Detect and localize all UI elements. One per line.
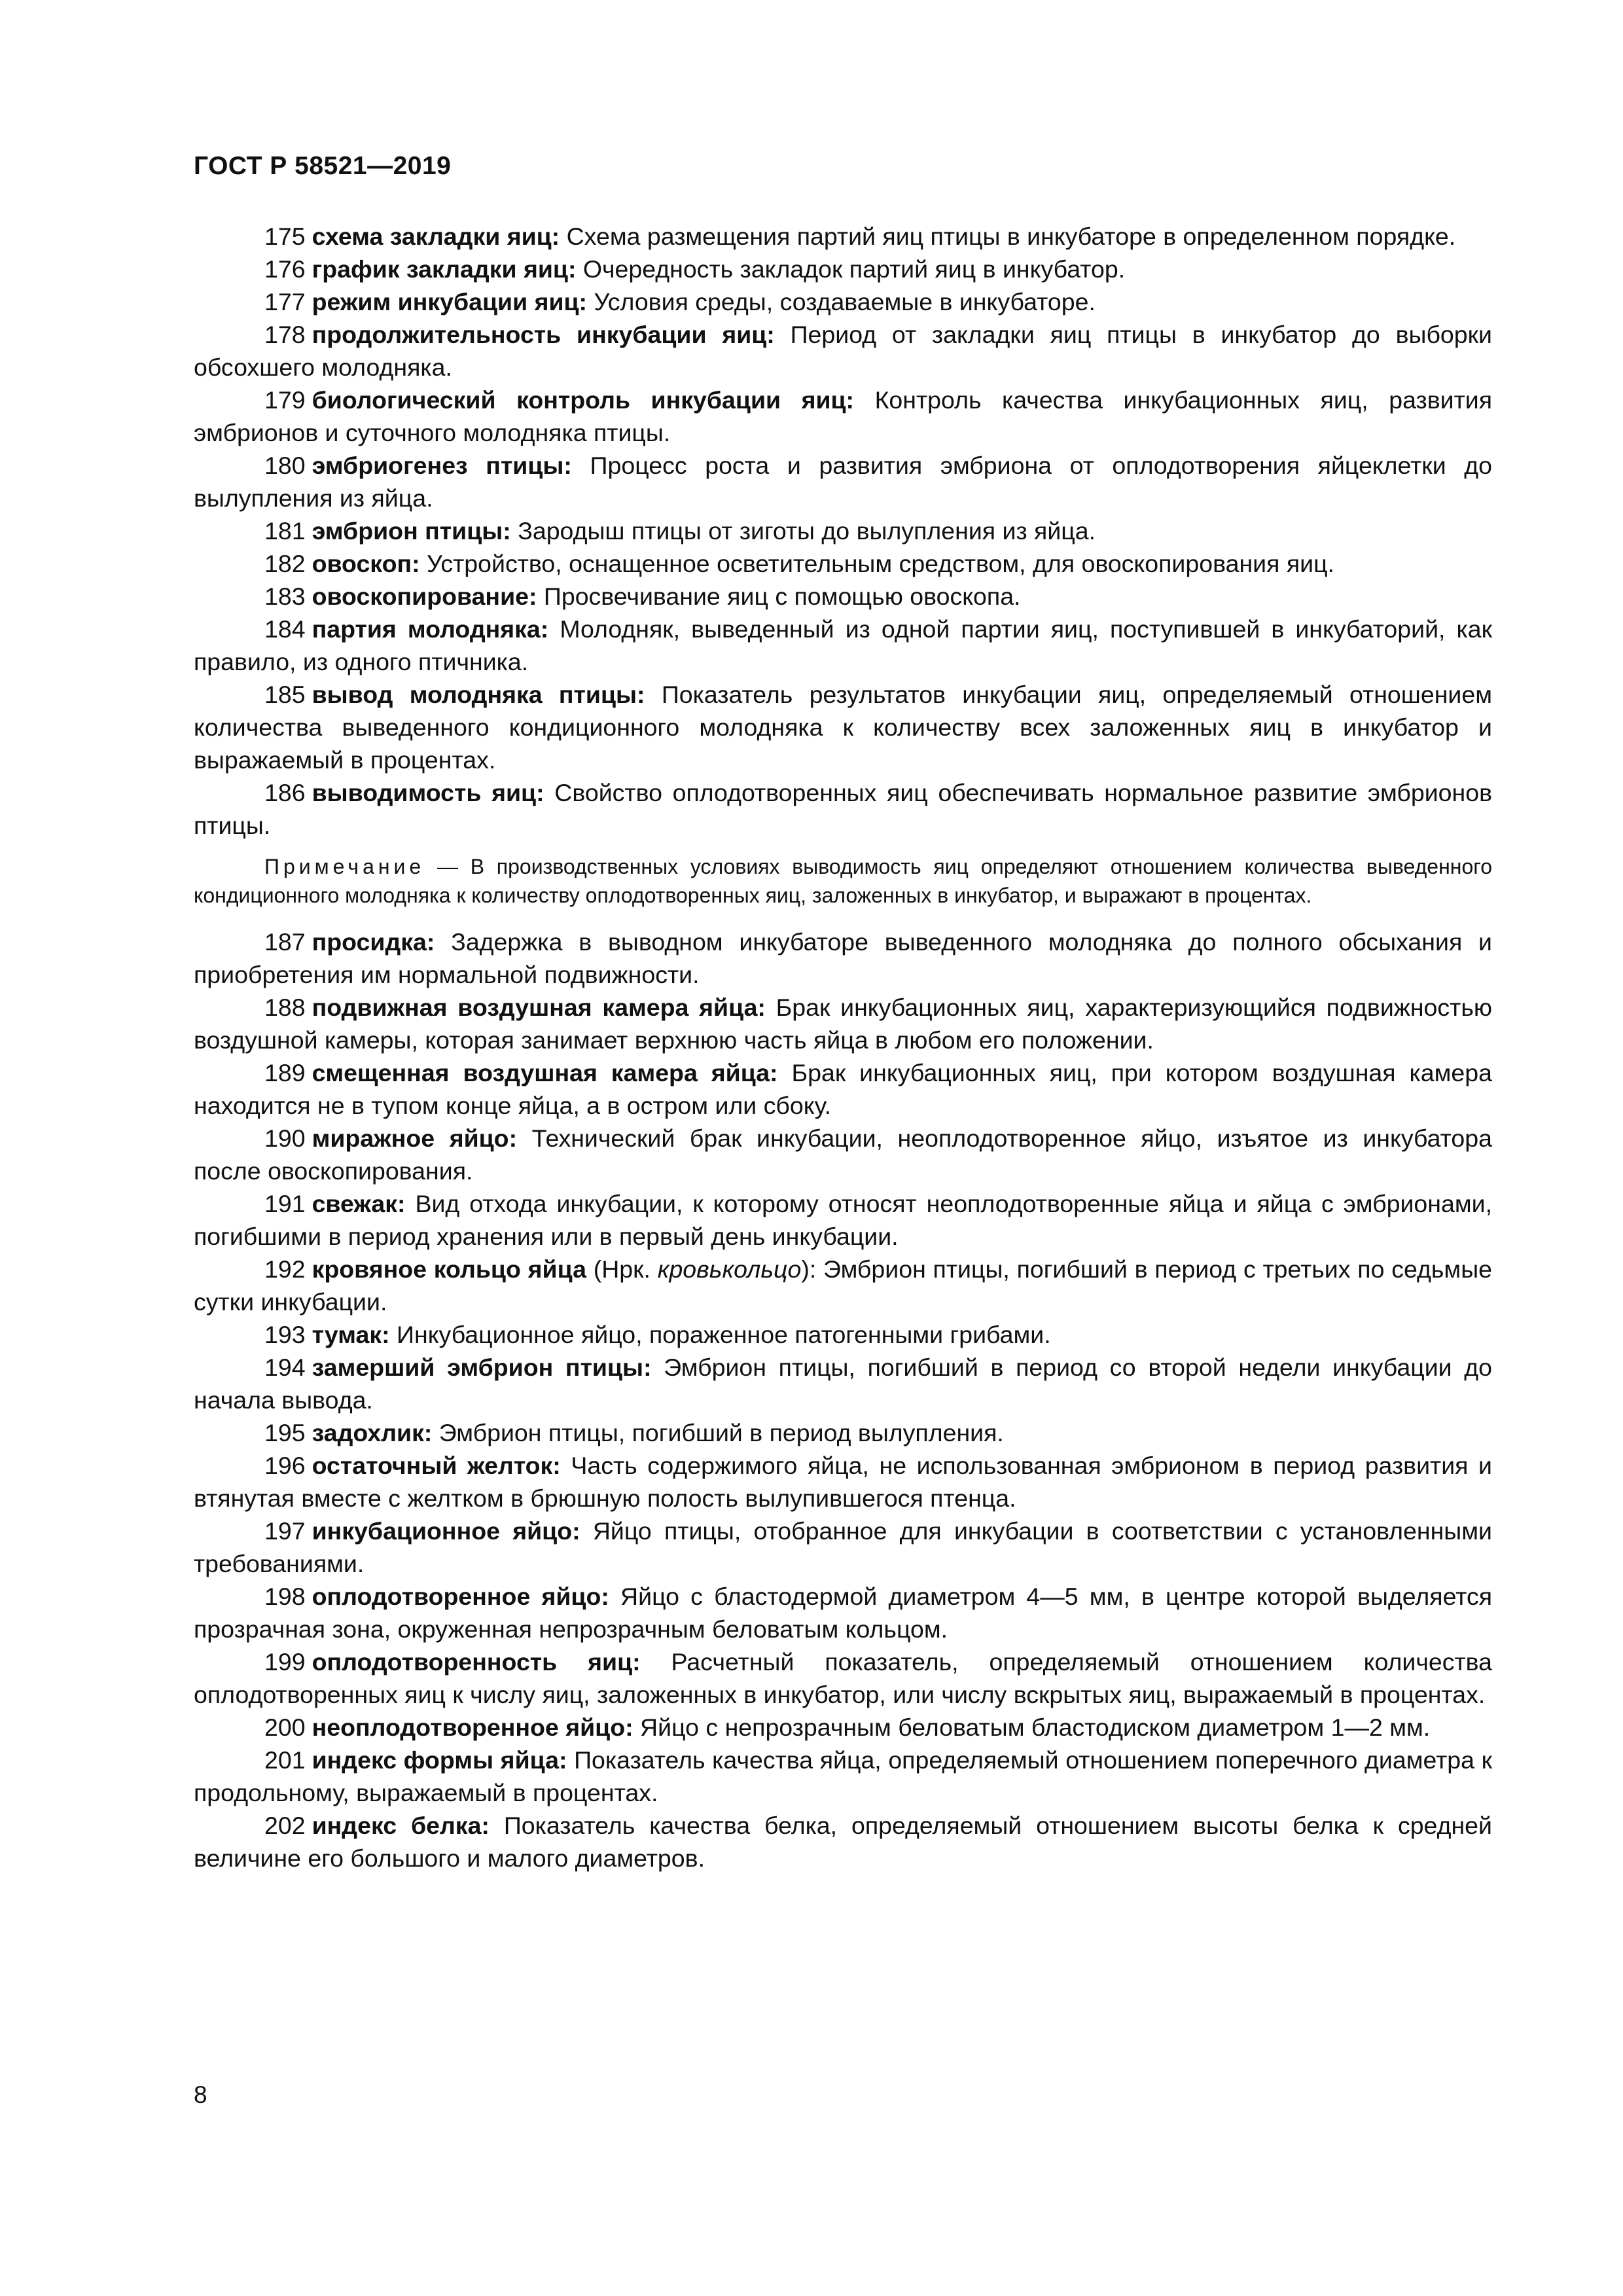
note-text: — В производственных условиях выводимость яиц определяют отношением количества выведенного кондиционного молодняка к количеству оплодотворенных яиц, заложенных в инкубатор, и выражают в процентах. — [194, 855, 1492, 907]
term-number: 191 — [264, 1190, 306, 1217]
term-number: 175 — [264, 223, 306, 250]
term-nonrecommended: кровькольцо — [657, 1255, 802, 1283]
term-number: 182 — [264, 550, 306, 577]
term-number: 201 — [264, 1746, 306, 1774]
note-label: Примечание — [264, 855, 425, 878]
term-definition: Очередность закладок партий яиц в инкубатор. — [576, 255, 1126, 283]
term-name: овоскоп: — [312, 550, 420, 577]
term-name: инкубационное яйцо: — [312, 1517, 580, 1545]
term-entry — [194, 613, 1492, 678]
term-definition: Эмбрион птицы, погибший в период вылупления. — [432, 1419, 1004, 1446]
term-definition: Яйцо с бластодермой диаметром 4—5 мм, в центре которой выделяется прозрачная зона, окруженная непрозрачным беловатым кольцом. — [194, 1583, 1493, 1643]
term-entry — [194, 678, 1492, 776]
term-definition: Показатель качества белка, определяемый отношением высоты белка к средней величине его большого и малого диаметров. — [194, 1812, 1492, 1872]
term-definition: Вид отхода инкубации, к которому относят неоплодотворенные яйца и яйца с эмбрионами, погибшими в период хранения или в первый день инкубации. — [194, 1190, 1492, 1250]
term-number: 181 — [264, 517, 306, 545]
term-definition: Схема размещения партий яиц птицы в инкубаторе в определенном порядке. — [560, 223, 1456, 250]
term-definition: Свойство оплодотворенных яиц обеспечивать нормальное развитие эмбрионов птицы. — [194, 779, 1492, 839]
term-entry — [194, 1253, 1492, 1318]
term-definition: Просвечивание яиц с помощью овоскопа. — [537, 583, 1021, 610]
term-entry — [194, 580, 1492, 613]
term-name: график закладки яиц: — [312, 255, 577, 283]
term-entry — [194, 1318, 1492, 1351]
term-definition: Инкубационное яйцо, пораженное патогенными грибами. — [389, 1321, 1051, 1348]
term-entry — [194, 220, 1492, 253]
term-definition: Показатель результатов инкубации яиц, определяемый отношением количества выведенного кондиционного молодняка к количеству всех заложенных яиц в инкубатор и выражаемый в процентах. — [194, 681, 1493, 774]
term-number: 176 — [264, 255, 306, 283]
term-number: 177 — [264, 288, 306, 315]
term-entry — [194, 384, 1492, 449]
term-entry — [194, 1056, 1492, 1122]
term-name: продолжительность инкубации яиц: — [312, 321, 775, 348]
term-number: 179 — [264, 386, 306, 414]
term-name: кровяное кольцо яйца — [312, 1255, 586, 1283]
term-entry — [194, 1187, 1492, 1253]
term-entry — [194, 1515, 1492, 1580]
term-number: 186 — [264, 779, 306, 806]
term-definition: Яйцо с непрозрачным беловатым бластодиском диаметром 1—2 мм. — [633, 1713, 1431, 1741]
term-name: просидка: — [312, 928, 435, 956]
term-definition: Устройство, оснащенное осветительным средством, для овоскопирования яиц. — [419, 550, 1334, 577]
term-name: подвижная воздушная камера яйца: — [312, 994, 766, 1021]
term-definition: Показатель качества яйца, определяемый отношением поперечного диаметра к продольному, выражаемый в процентах. — [194, 1746, 1492, 1806]
term-name: индекс формы яйца: — [312, 1746, 567, 1774]
term-definition: Условия среды, создаваемые в инкубаторе. — [587, 288, 1096, 315]
term-name: остаточный желток: — [312, 1452, 561, 1479]
term-name: выводимость яиц: — [312, 779, 544, 806]
term-entry — [194, 1449, 1492, 1515]
document-body — [194, 220, 1492, 1874]
term-name: схема закладки яиц: — [312, 223, 560, 250]
term-name: неоплодотворенное яйцо: — [312, 1713, 633, 1741]
term-number: 194 — [264, 1354, 306, 1381]
term-number: 189 — [264, 1059, 306, 1086]
term-number: 183 — [264, 583, 306, 610]
term-name: партия молодняка: — [312, 615, 549, 643]
term-definition: Эмбрион птицы, погибший в период со второй недели инкубации до начала вывода. — [194, 1354, 1492, 1414]
term-definition: Часть содержимого яйца, не использованная эмбрионом в период развития и втянутая вместе с желтком в брюшную полость вылупившегося птенца. — [194, 1452, 1492, 1512]
term-entry — [194, 925, 1492, 991]
term-definition: Процесс роста и развития эмбриона от оплодотворения яйцеклетки до вылупления из яйца. — [194, 452, 1492, 512]
term-definition: Задержка в выводном инкубаторе выведенного молодняка до полного обсыхания и приобретения им нормальной подвижности. — [194, 928, 1492, 988]
term-entry — [194, 1416, 1492, 1449]
term-number: 199 — [264, 1648, 306, 1676]
term-nonrecommended-prefix: (Нрк. — [586, 1255, 658, 1283]
term-definition: Период от закладки яиц птицы в инкубатор до выборки обсохшего молодняка. — [194, 321, 1492, 381]
term-definition: Контроль качества инкубационных яиц, развития эмбрионов и суточного молодняка птицы. — [194, 386, 1492, 446]
term-name: индекс белка: — [312, 1812, 490, 1839]
term-entry — [194, 1645, 1492, 1711]
term-number: 178 — [264, 321, 306, 348]
term-name: задохлик: — [312, 1419, 433, 1446]
term-definition: Брак инкубационных яиц, характеризующийся подвижностью воздушной камеры, которая занимает верхнюю часть яйца в любом его положении. — [194, 994, 1492, 1054]
term-number: 198 — [264, 1583, 306, 1610]
term-entry — [194, 318, 1492, 384]
page-number: 8 — [194, 2081, 207, 2108]
term-number: 196 — [264, 1452, 306, 1479]
term-name: оплодотворенное яйцо: — [312, 1583, 609, 1610]
term-number: 188 — [264, 994, 306, 1021]
term-entry — [194, 1580, 1492, 1645]
term-number: 180 — [264, 452, 306, 479]
term-entry — [194, 1809, 1492, 1874]
term-entry — [194, 253, 1492, 285]
term-number: 195 — [264, 1419, 306, 1446]
term-name: режим инкубации яиц: — [312, 288, 588, 315]
term-number: 197 — [264, 1517, 306, 1545]
term-number: 193 — [264, 1321, 306, 1348]
term-entry — [194, 1711, 1492, 1744]
term-name: замерший эмбрион птицы: — [312, 1354, 652, 1381]
term-definition: Яйцо птицы, отобранное для инкубации в соответствии с установленными требованиями. — [194, 1517, 1492, 1577]
term-name: смещенная воздушная камера яйца: — [312, 1059, 778, 1086]
term-number: 187 — [264, 928, 306, 956]
term-definition: Молодняк, выведенный из одной партии яиц, поступившей в инкубаторий, как правило, из одного птичника. — [194, 615, 1492, 675]
document-header: ГОСТ Р 58521—2019 — [194, 152, 452, 180]
term-name: миражное яйцо: — [312, 1124, 518, 1152]
term-entry — [194, 1351, 1492, 1416]
term-name: биологический контроль инкубации яиц: — [312, 386, 855, 414]
term-name: свежак: — [312, 1190, 406, 1217]
term-entry — [194, 514, 1492, 547]
term-name: эмбрион птицы: — [312, 517, 511, 545]
term-number: 184 — [264, 615, 306, 643]
term-number: 202 — [264, 1812, 306, 1839]
term-entry — [194, 1744, 1492, 1809]
term-name: вывод молодняка птицы: — [312, 681, 645, 708]
term-entry — [194, 991, 1492, 1056]
term-list-1 — [194, 220, 1492, 842]
term-name: тумак: — [312, 1321, 390, 1348]
term-number: 185 — [264, 681, 306, 708]
term-definition: Брак инкубационных яиц, при котором воздушная камера находится не в тупом конце яйца, а в остром или сбоку. — [194, 1059, 1492, 1119]
term-entry — [194, 1122, 1492, 1187]
term-name: эмбриогенез птицы: — [312, 452, 572, 479]
term-number: 192 — [264, 1255, 306, 1283]
term-list-2 — [194, 925, 1492, 1874]
term-definition: Зародыш птицы от зиготы до вылупления из яйца. — [510, 517, 1096, 545]
term-entry — [194, 776, 1492, 842]
term-name: оплодотворенность яиц: — [312, 1648, 641, 1676]
note — [194, 852, 1492, 910]
term-entry — [194, 547, 1492, 580]
term-number: 190 — [264, 1124, 306, 1152]
term-number: 200 — [264, 1713, 306, 1741]
term-name: овоскопирование: — [312, 583, 537, 610]
term-definition: Расчетный показатель, определяемый отношением количества оплодотворенных яиц к числу яиц, заложенных в инкубатор, или числу вскрытых яиц, выражаемый в процентах. — [194, 1648, 1492, 1708]
term-entry — [194, 449, 1492, 514]
term-definition: ): Эмбрион птицы, погибший в период с третьих по седьмые сутки инкубации. — [194, 1255, 1492, 1316]
term-definition: Технический брак инкубации, неоплодотворенное яйцо, изъятое из инкубатора после овоскопирования. — [194, 1124, 1492, 1185]
term-entry — [194, 285, 1492, 318]
